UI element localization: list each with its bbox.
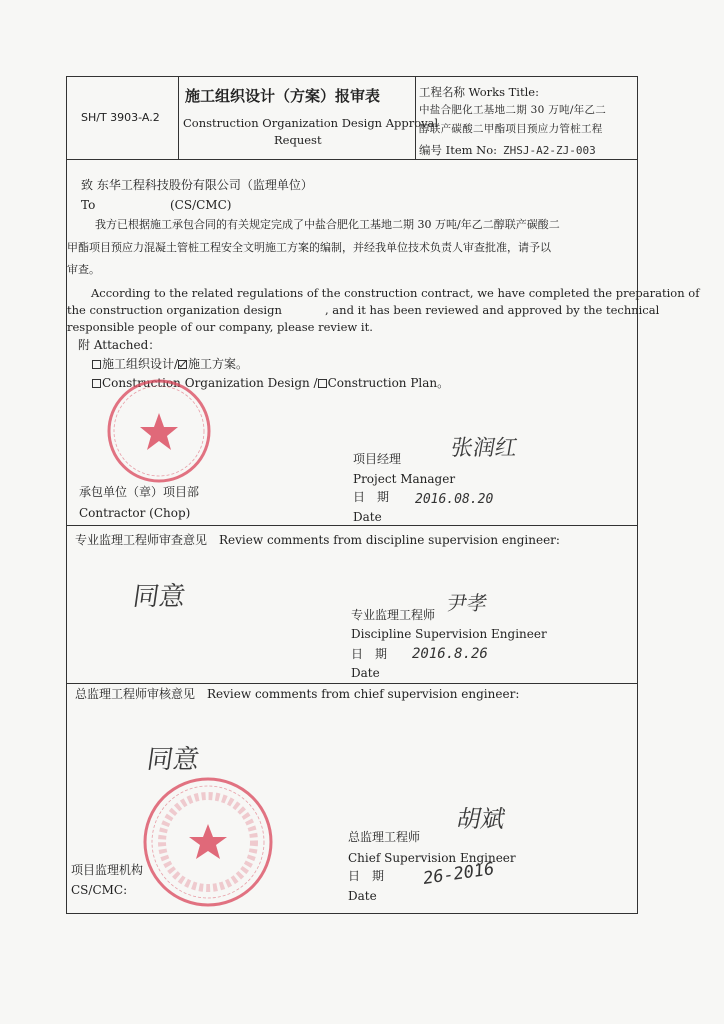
section1-bottom-line xyxy=(67,525,637,526)
contractor-label-cn: 承包单位（章）项目部 xyxy=(79,485,200,499)
chief-date-value: 26-2016 xyxy=(421,859,496,889)
attached-label: 附 Attached： xyxy=(78,338,161,352)
works-title-line2: 醇联产碳酸二甲酯项目预应力管桩工程 xyxy=(419,123,603,135)
checkbox-construction-design-en[interactable] xyxy=(92,379,101,388)
body-cn-line3: 审查。 xyxy=(67,263,100,276)
stamp-star xyxy=(140,413,178,450)
standard-code: SH/T 3903-A.2 xyxy=(81,111,160,124)
to-value-en: (CS/CMC) xyxy=(170,198,232,212)
option-design-cn-label: 施工组织设计/ xyxy=(102,357,179,371)
form-border xyxy=(66,76,700,914)
chief-signature: 胡斌 xyxy=(454,805,509,833)
body-en-line2a: the construction organization design xyxy=(67,303,282,317)
option-plan-cn-label: 施工方案。 xyxy=(188,357,249,371)
attachment-options-cn xyxy=(92,357,248,372)
checkbox-construction-plan-en[interactable] xyxy=(318,379,327,388)
checkbox-construction-design-cn[interactable] xyxy=(92,360,101,369)
pm-date-value: 2016.08.20 xyxy=(415,492,494,507)
chief-comment: 同意 xyxy=(144,745,202,775)
chief-engineer-label-cn: 总监理工程师 xyxy=(348,830,421,844)
works-title-line1: 中盐合肥化工基地二期 30 万吨/年乙二 xyxy=(419,104,607,116)
body-en-line1: According to the related regulations of the construction contract, we have completed the preparation of xyxy=(91,286,700,300)
discipline-signature: 尹孝 xyxy=(444,591,490,615)
to-recipient-cn: 致 东华工程科技股份有限公司（监理单位） xyxy=(81,178,313,192)
contractor-label-en: Contractor (Chop) xyxy=(79,506,191,520)
discipline-date-label-en: Date xyxy=(351,666,380,680)
supervision-org-label-en: CS/CMC: xyxy=(71,883,128,897)
discipline-engineer-label-en: Discipline Supervision Engineer xyxy=(351,627,547,641)
pm-date-label-cn: 日 期 xyxy=(353,490,390,504)
discipline-date-label-cn: 日 期 xyxy=(351,647,388,661)
supervision-org-label-cn: 项目监理机构 xyxy=(71,863,144,877)
body-cn-line2: 甲酯项目预应力混凝土管桩工程安全文明施工方案的编制，并经我单位技术负责人审查批准，请予以 xyxy=(67,241,551,254)
pm-signature: 张润红 xyxy=(448,436,520,461)
option-design-en-label: Construction Organization Design / xyxy=(102,376,318,390)
option-plan-en-label: Construction Plan。 xyxy=(327,376,450,390)
discipline-date-value: 2016.8.26 xyxy=(412,646,488,662)
item-no-value: ZHSJ-A2-ZJ-003 xyxy=(503,144,596,157)
project-manager-label-cn: 项目经理 xyxy=(353,452,402,466)
body-en-line3: responsible people of our company, please review it. xyxy=(67,320,373,334)
contractor-stamp xyxy=(105,377,213,485)
discipline-engineer-label-cn: 专业监理工程师 xyxy=(351,608,436,622)
chief-date-label-cn: 日 期 xyxy=(348,869,385,883)
section2-bottom-line xyxy=(67,683,637,684)
to-label-en: To xyxy=(81,198,96,212)
discipline-review-heading: 专业监理工程师审查意见 Review comments from discipline supervision engineer: xyxy=(75,533,560,547)
project-manager-label-en: Project Manager xyxy=(353,472,456,486)
header-bottom-line xyxy=(67,159,637,160)
works-title-label: 工程名称 Works Title: xyxy=(419,85,539,99)
form-title-cn: 施工组织设计（方案）报审表 xyxy=(185,87,381,105)
chief-engineer-label-en: Chief Supervision Engineer xyxy=(348,851,516,865)
form-title-en-2: Request xyxy=(274,133,322,147)
form-title-en-1: Construction Organization Design Approval xyxy=(183,116,439,130)
supervision-stamp xyxy=(140,774,276,910)
pm-date-label-en: Date xyxy=(353,510,382,524)
chief-date-label-en: Date xyxy=(348,889,377,903)
checkbox-construction-plan-cn[interactable] xyxy=(178,360,187,369)
chief-review-heading: 总监理工程师审核意见 Review comments from chief supervision engineer: xyxy=(75,687,520,701)
body-en-line2b: , and it has been reviewed and approved by the technical xyxy=(325,303,660,317)
discipline-comment: 同意 xyxy=(130,582,188,612)
item-no-label: 编号 Item No: xyxy=(419,143,498,157)
header-divider-1 xyxy=(178,77,179,159)
stamp-star xyxy=(189,824,227,859)
body-cn-line1: 我方已根据施工承包合同的有关规定完成了中盐合肥化工基地二期 30 万吨/年乙二醇联产碳酸二 xyxy=(95,218,560,231)
